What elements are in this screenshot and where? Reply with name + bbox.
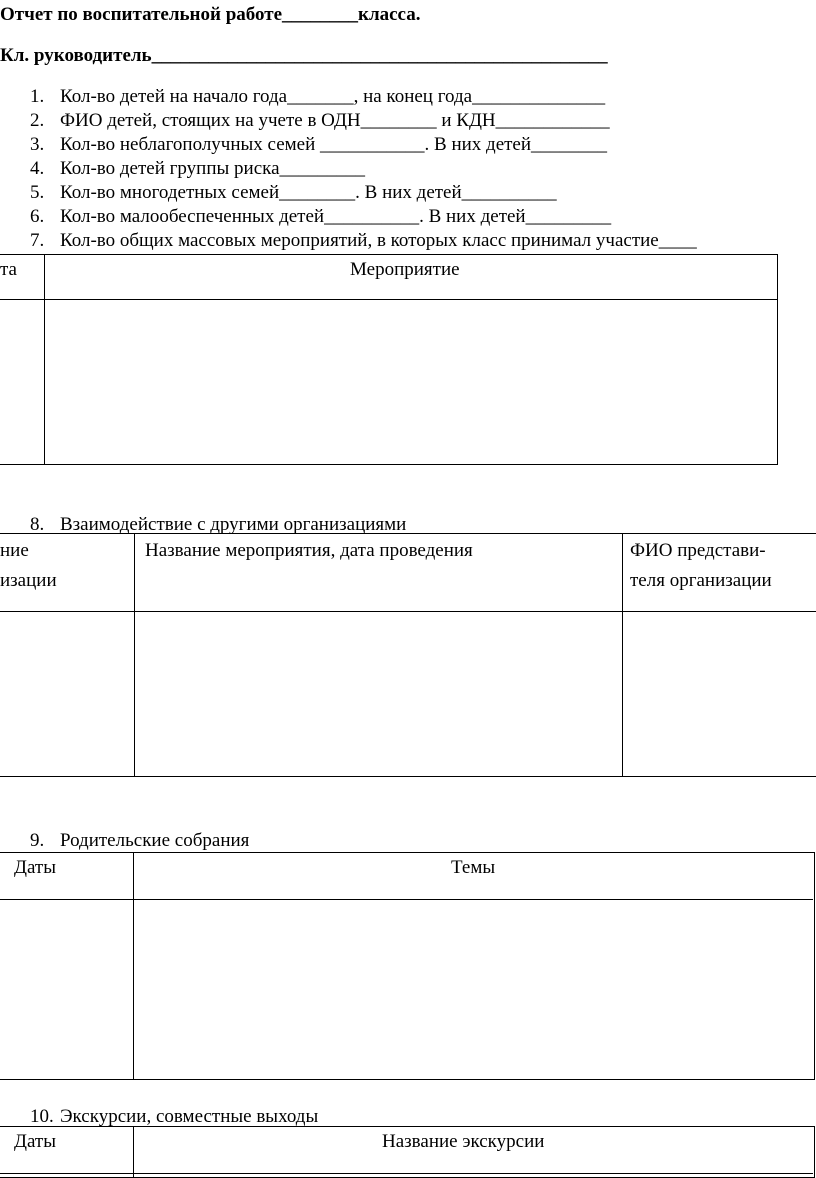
section-title: 8. Взаимодействие с другими организациями xyxy=(30,514,407,535)
section-title: 10. Экскурсии, совместные выходы xyxy=(30,1106,319,1127)
table-divider xyxy=(0,299,778,300)
table-header-representative: ФИО представи- теля организации xyxy=(630,540,772,591)
table-header-event: Мероприятие xyxy=(350,259,460,280)
table-divider xyxy=(133,852,134,1080)
table-header-dates: Даты xyxy=(14,857,56,878)
list-item: 5. Кол-во многодетных семей________. В них детей__________ xyxy=(30,182,557,203)
table-divider xyxy=(134,533,135,777)
table-header-excursion-name: Название экскурсии xyxy=(382,1131,545,1152)
table-divider xyxy=(0,899,813,900)
table-header-date: та xyxy=(0,259,17,280)
list-item: 2. ФИО детей, стоящих на учете в ОДН________ и КДН____________ xyxy=(30,110,610,131)
list-item: 6. Кол-во малообеспеченных детей__________. В них детей_________ xyxy=(30,206,612,227)
list-item: 3. Кол-во неблагополучных семей ___________. В них детей________ xyxy=(30,134,608,155)
section-title: 9. Родительские собрания xyxy=(30,830,250,851)
table-header-topics: Темы xyxy=(451,857,496,878)
meetings-table xyxy=(0,852,815,1080)
table-header-dates: Даты xyxy=(14,1131,56,1152)
list-item: 7. Кол-во общих массовых мероприятий, в которых класс принимал участие____ xyxy=(30,230,697,251)
events-table xyxy=(0,254,778,465)
list-item: 1. Кол-во детей на начало года_______, на конец года______________ xyxy=(30,86,606,107)
table-divider xyxy=(133,1126,134,1178)
table-header-org: ние изации xyxy=(0,540,57,591)
class-teacher-line: Кл. руководитель________________________________________________ xyxy=(0,45,608,66)
list-item: 4. Кол-во детей группы риска_________ xyxy=(30,158,366,179)
table-header-event-name: Название мероприятия, дата проведения xyxy=(145,540,473,561)
table-divider xyxy=(44,254,45,465)
report-title: Отчет по воспитательной работе________класса. xyxy=(0,4,421,25)
table-divider xyxy=(622,533,623,777)
table-divider xyxy=(0,1173,813,1174)
table-divider xyxy=(0,611,816,612)
